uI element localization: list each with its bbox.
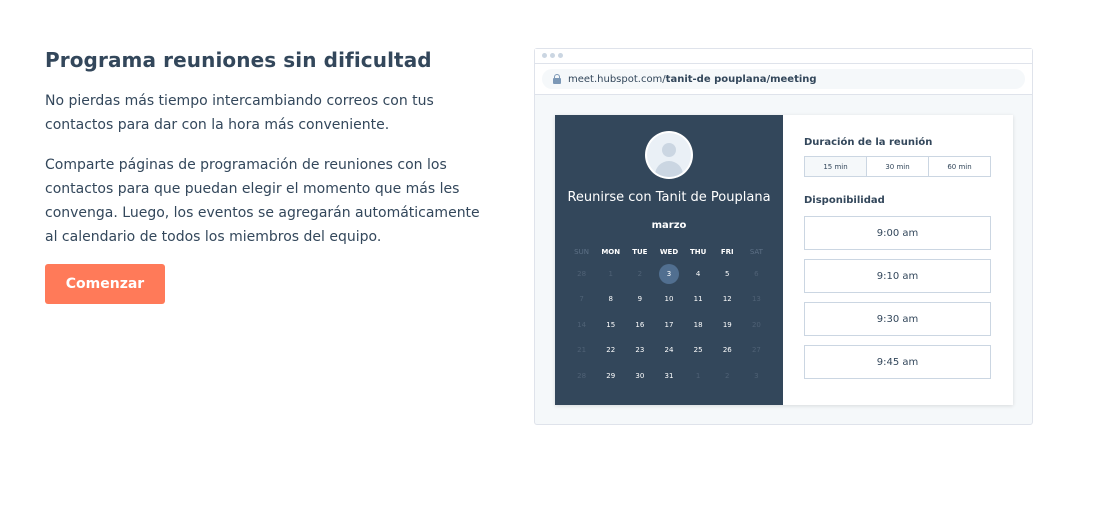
- calendar-day[interactable]: 17: [664, 320, 674, 329]
- calendar-day: 13: [751, 295, 761, 304]
- calendar-day[interactable]: 30: [635, 371, 645, 380]
- calendar-day[interactable]: 31: [664, 371, 674, 380]
- url-bar: [542, 69, 1025, 89]
- calendar-day[interactable]: 24: [664, 346, 674, 355]
- start-button[interactable]: Comenzar: [45, 264, 165, 304]
- weekday-header: WED: [659, 248, 679, 256]
- window-dot-icon: [542, 53, 547, 58]
- weekday-header: TUE: [632, 248, 648, 256]
- intro-paragraph-1: No pierdas más tiempo intercambiando correos con tus contactos para dar con la hora más conveniente.: [45, 93, 434, 133]
- duration-selector: [804, 156, 991, 177]
- calendar-month: marzo: [651, 220, 687, 231]
- window-dot-icon: [558, 53, 563, 58]
- calendar-day[interactable]: 9: [637, 295, 643, 304]
- chrome-divider: [535, 63, 1032, 64]
- calendar-day[interactable]: 25: [693, 346, 703, 355]
- calendar-day[interactable]: 8: [608, 295, 613, 304]
- calendar-day[interactable]: 15: [606, 320, 616, 329]
- calendar-day-selected[interactable]: 3: [654, 261, 683, 287]
- calendar-day[interactable]: 18: [693, 320, 703, 329]
- browser-chrome: [535, 49, 1032, 95]
- calendar-day[interactable]: 23: [635, 346, 645, 355]
- weekday-header: THU: [689, 248, 707, 256]
- calendar-day[interactable]: 12: [722, 295, 732, 304]
- duration-option-60[interactable]: 60 min: [929, 157, 990, 176]
- url-text: [568, 74, 817, 85]
- calendar-day: 28: [577, 371, 587, 380]
- weekday-header: SUN: [574, 248, 589, 256]
- window-dot-icon: [550, 53, 555, 58]
- availability-label: Disponibilidad: [804, 195, 885, 206]
- calendar-day[interactable]: 29: [606, 371, 616, 380]
- calendar-day: 6: [754, 269, 759, 278]
- calendar-day: 1: [608, 269, 613, 278]
- time-slot-4[interactable]: 9:45 am: [804, 345, 991, 379]
- calendar-day: 2: [725, 371, 730, 380]
- window-dots: [542, 53, 563, 58]
- user-icon: [647, 133, 691, 177]
- calendar-day[interactable]: 11: [693, 295, 703, 304]
- weekday-header: FRI: [720, 248, 734, 256]
- duration-option-15[interactable]: 15 min: [805, 157, 867, 176]
- lock-icon: [552, 74, 562, 84]
- meeting-card: [555, 115, 1013, 405]
- calendar-grid: [567, 243, 771, 389]
- intro-paragraph-2: Comparte páginas de programación de reuniones con los contactos para que puedan elegir el momento que más les convenga. Luego, los eventos se agregarán automáticamente al calendario de todos los miembros del equipo.: [45, 157, 480, 245]
- calendar-day: 7: [579, 295, 584, 304]
- url-domain: meet.hubspot.com/: [568, 73, 666, 85]
- booking-panel: [783, 115, 1013, 405]
- weekday-header: SAT: [749, 248, 763, 256]
- calendar-day[interactable]: 4: [695, 269, 701, 278]
- intro-section: [45, 46, 485, 249]
- calendar-day: 28: [577, 269, 587, 278]
- duration-option-30[interactable]: 30 min: [867, 157, 929, 176]
- avatar: [645, 131, 693, 179]
- calendar-day: 20: [751, 320, 761, 329]
- calendar-day[interactable]: 16: [635, 320, 645, 329]
- calendar-day: 3: [754, 371, 759, 380]
- calendar-day[interactable]: 10: [664, 295, 674, 304]
- calendar-panel: [555, 115, 783, 405]
- browser-mockup: [534, 48, 1033, 425]
- calendar-title: Reunirse con Tanit de Pouplana: [567, 190, 771, 205]
- calendar-day: 14: [577, 320, 587, 329]
- weekday-header: MON: [601, 248, 621, 256]
- url-path: tanit-de pouplana/meeting: [665, 73, 817, 85]
- calendar-day: 1: [695, 371, 701, 380]
- calendar-day[interactable]: 19: [722, 320, 732, 329]
- calendar-day: 2: [637, 269, 643, 278]
- calendar-day: 27: [751, 346, 761, 355]
- calendar-day[interactable]: 22: [606, 346, 616, 355]
- time-slot-3[interactable]: 9:30 am: [804, 302, 991, 336]
- page-title: Programa reuniones sin dificultad: [45, 48, 432, 72]
- time-slot-1[interactable]: 9:00 am: [804, 216, 991, 250]
- calendar-day[interactable]: 5: [725, 269, 730, 278]
- time-slot-2[interactable]: 9:10 am: [804, 259, 991, 293]
- calendar-day: 21: [577, 346, 587, 355]
- calendar-day[interactable]: 26: [722, 346, 732, 355]
- duration-label: Duración de la reunión: [804, 137, 933, 148]
